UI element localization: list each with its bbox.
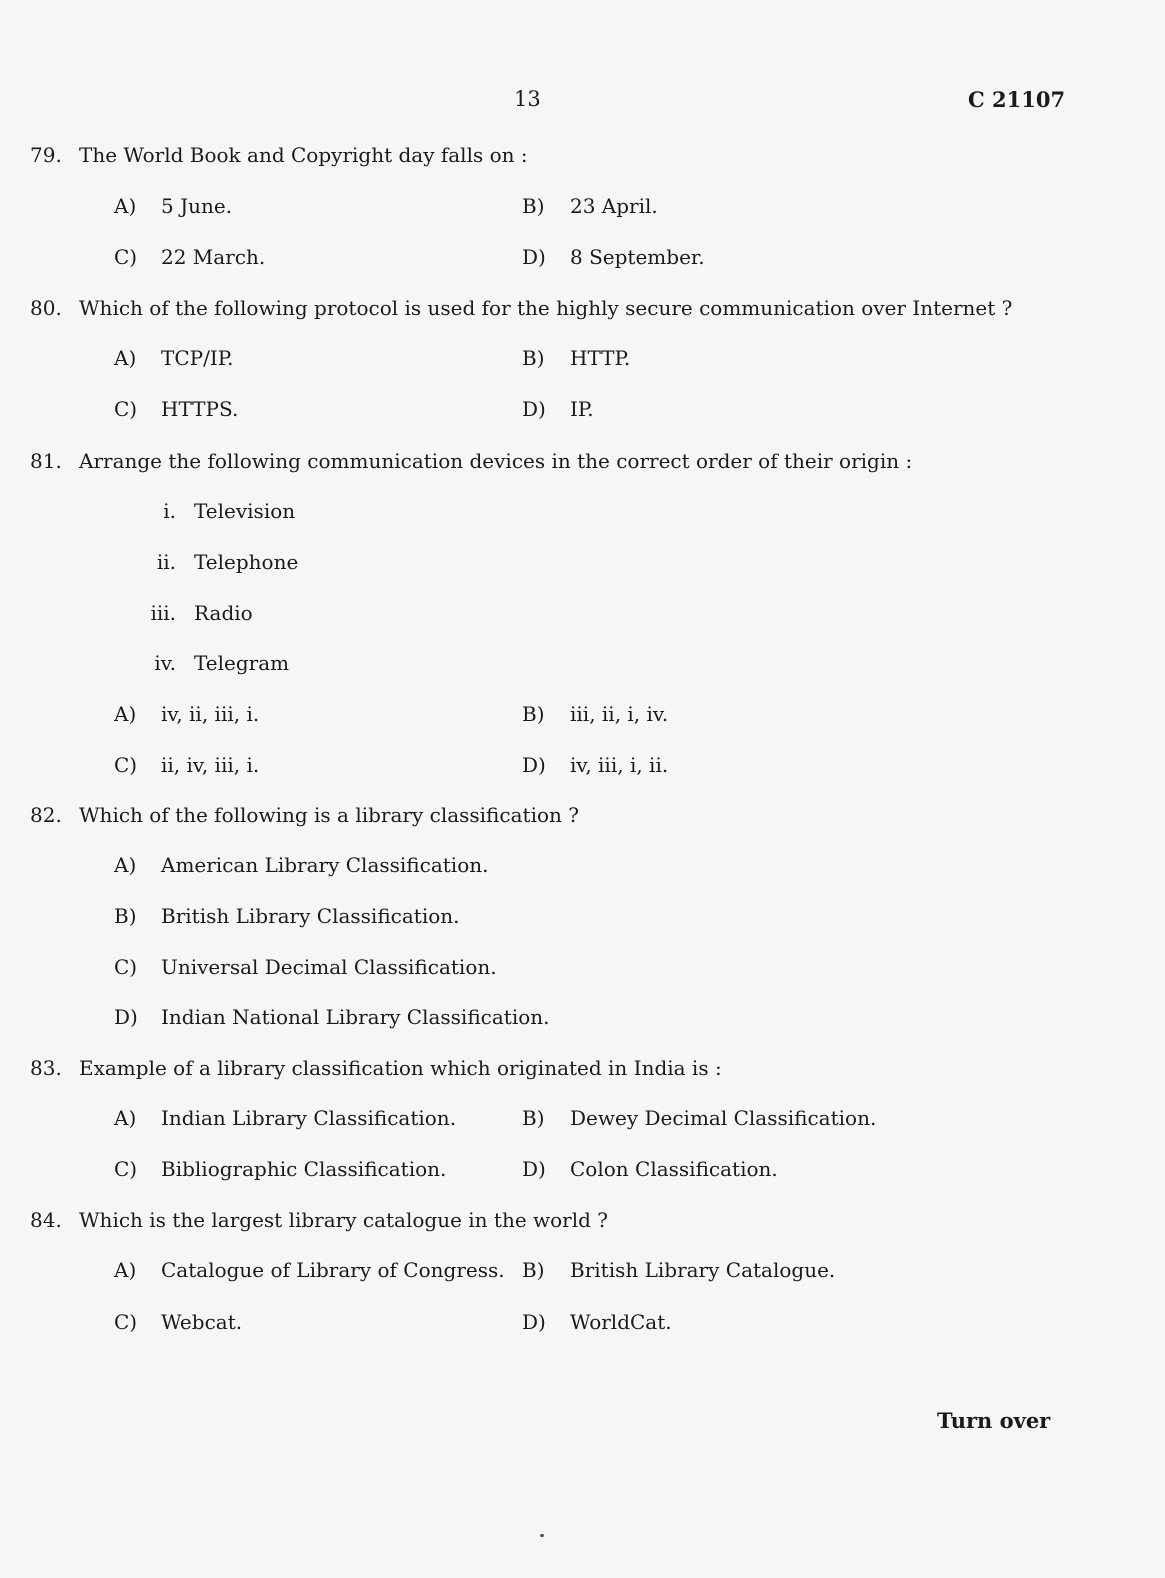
option-label: A) xyxy=(114,1258,137,1282)
option-text: 8 September. xyxy=(570,245,705,269)
option-text: 5 June. xyxy=(161,194,233,218)
option-label: C) xyxy=(114,397,138,421)
option-text: HTTPS. xyxy=(161,397,239,421)
question-text: Which of the following protocol is used for the highly secure communication over Internet ? xyxy=(79,296,1013,320)
option-label: A) xyxy=(114,702,137,726)
option-label: C) xyxy=(114,753,138,777)
list-item-number: i. xyxy=(163,499,176,523)
option-label: D) xyxy=(114,1005,138,1029)
list-item-text: Telegram xyxy=(194,651,290,675)
question-number: 83. xyxy=(30,1056,62,1080)
option-label: C) xyxy=(114,955,138,979)
option-text: Universal Decimal Classification. xyxy=(161,955,497,979)
option-text: IP. xyxy=(570,397,594,421)
turn-over-note: Turn over xyxy=(937,1408,1051,1433)
scan-speck xyxy=(540,1534,544,1537)
option-text: HTTP. xyxy=(570,346,631,370)
list-item-number: iii. xyxy=(150,601,176,625)
option-text: British Library Catalogue. xyxy=(570,1258,836,1282)
question-number: 81. xyxy=(30,449,62,473)
option-text: WorldCat. xyxy=(570,1310,672,1334)
option-text: Indian Library Classification. xyxy=(161,1106,457,1130)
list-item-text: Telephone xyxy=(194,550,299,574)
option-text: iii, ii, i, iv. xyxy=(570,702,669,726)
option-label: A) xyxy=(114,853,137,877)
option-text: Colon Classification. xyxy=(570,1157,778,1181)
option-label: D) xyxy=(522,397,546,421)
option-label: A) xyxy=(114,194,137,218)
list-item-text: Radio xyxy=(194,601,253,625)
option-text: iv, ii, iii, i. xyxy=(161,702,260,726)
option-text: Webcat. xyxy=(161,1310,243,1334)
option-text: TCP/IP. xyxy=(161,346,234,370)
question-number: 84. xyxy=(30,1208,62,1232)
option-text: American Library Classification. xyxy=(161,853,489,877)
list-item-number: iv. xyxy=(154,651,176,675)
question-text: Which of the following is a library classification ? xyxy=(79,803,579,827)
option-label: D) xyxy=(522,1157,546,1181)
question-number: 79. xyxy=(30,143,62,167)
option-label: B) xyxy=(522,1106,545,1130)
option-text: Bibliographic Classification. xyxy=(161,1157,447,1181)
option-label: C) xyxy=(114,1157,138,1181)
question-text: The World Book and Copyright day falls on : xyxy=(79,143,528,167)
option-label: D) xyxy=(522,753,546,777)
option-label: B) xyxy=(522,1258,545,1282)
option-text: ii, iv, iii, i. xyxy=(161,753,260,777)
page-number: 13 xyxy=(514,87,541,111)
option-label: B) xyxy=(522,346,545,370)
question-text: Arrange the following communication devices in the correct order of their origin : xyxy=(79,449,913,473)
question-text: Example of a library classification which originated in India is : xyxy=(79,1056,722,1080)
option-text: Catalogue of Library of Congress. xyxy=(161,1258,505,1282)
paper-code: C 21107 xyxy=(968,87,1066,112)
option-text: Indian National Library Classification. xyxy=(161,1005,550,1029)
option-label: D) xyxy=(522,245,546,269)
option-text: Dewey Decimal Classification. xyxy=(570,1106,877,1130)
option-label: B) xyxy=(522,702,545,726)
option-label: D) xyxy=(522,1310,546,1334)
question-text: Which is the largest library catalogue in the world ? xyxy=(79,1208,609,1232)
option-label: A) xyxy=(114,346,137,370)
option-label: C) xyxy=(114,1310,138,1334)
option-text: iv, iii, i, ii. xyxy=(570,753,669,777)
option-text: British Library Classification. xyxy=(161,904,460,928)
option-label: B) xyxy=(114,904,137,928)
option-label: C) xyxy=(114,245,138,269)
question-number: 82. xyxy=(30,803,62,827)
list-item-text: Television xyxy=(194,499,296,523)
option-text: 22 March. xyxy=(161,245,266,269)
option-label: A) xyxy=(114,1106,137,1130)
question-number: 80. xyxy=(30,296,62,320)
option-text: 23 April. xyxy=(570,194,658,218)
list-item-number: ii. xyxy=(156,550,176,574)
option-label: B) xyxy=(522,194,545,218)
